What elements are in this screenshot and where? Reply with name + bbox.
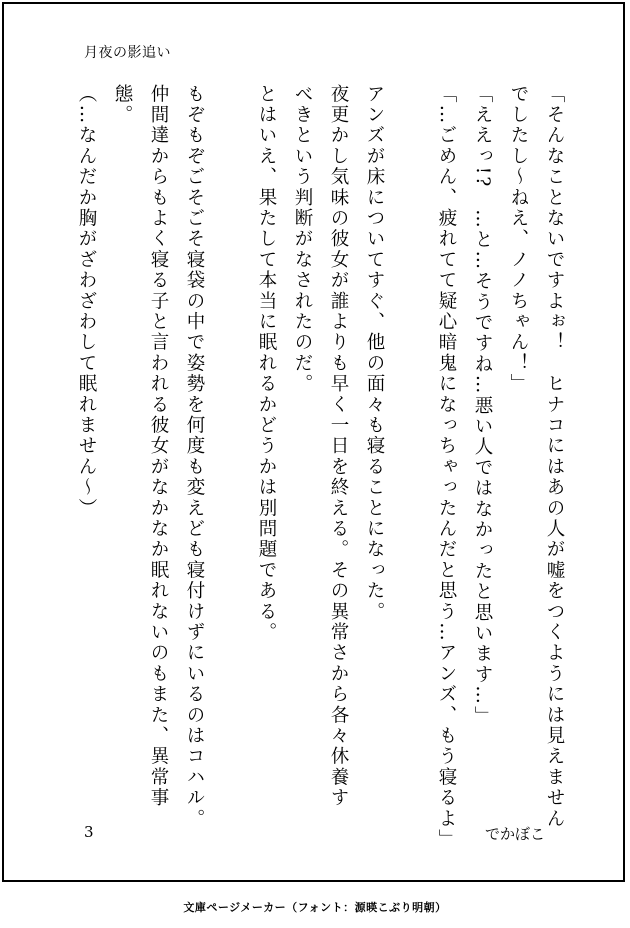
text-line: 仲間達からもよく寝る子と言われる彼女がなかなか眠れないのもまた、異常事: [148, 84, 169, 809]
text-line: 「そんなことないですよぉ！ ヒナコにはあの人が嘘をつくようには見えません: [544, 84, 565, 830]
text-line: 「…ごめん、疲れてて疑心暗鬼になっちゃったんだと思う…アンズ、もう寝るよ」: [436, 84, 457, 850]
text-line: べきという判断がなされたのだ。: [292, 84, 313, 395]
footer-caption: 文庫ページメーカー（フォント：源暎こぶり明朝）: [183, 901, 447, 914]
author-name: でかぼこ: [485, 825, 546, 843]
text-line: アンズが床についてすぐ、他の面々も寝ることになった。: [364, 84, 385, 623]
text-line: 夜更かし気味の彼女が誰よりも早く一日を終える。その異常さから各々休養す: [328, 84, 349, 809]
text-line: 態。: [112, 84, 133, 126]
page-title: 月夜の影追い: [84, 45, 171, 61]
text-line: もぞもぞごそごそ寝袋の中で姿勢を何度も変えども寝付けずにいるのはコハル。: [184, 84, 205, 830]
text-line: （…なんだか胸がざわざわして眠れません〜）: [76, 84, 97, 519]
page-number: 3: [84, 823, 94, 841]
text-line: とはいえ、果たして本当に眠れるかどうかは別問題である。: [256, 84, 277, 643]
text-line: でしたし〜ねえ、ノノちゃん！」: [508, 84, 529, 395]
text-line: 「ええっ!? …と…そうですね…悪い人ではなかったと思います…」: [472, 84, 493, 727]
